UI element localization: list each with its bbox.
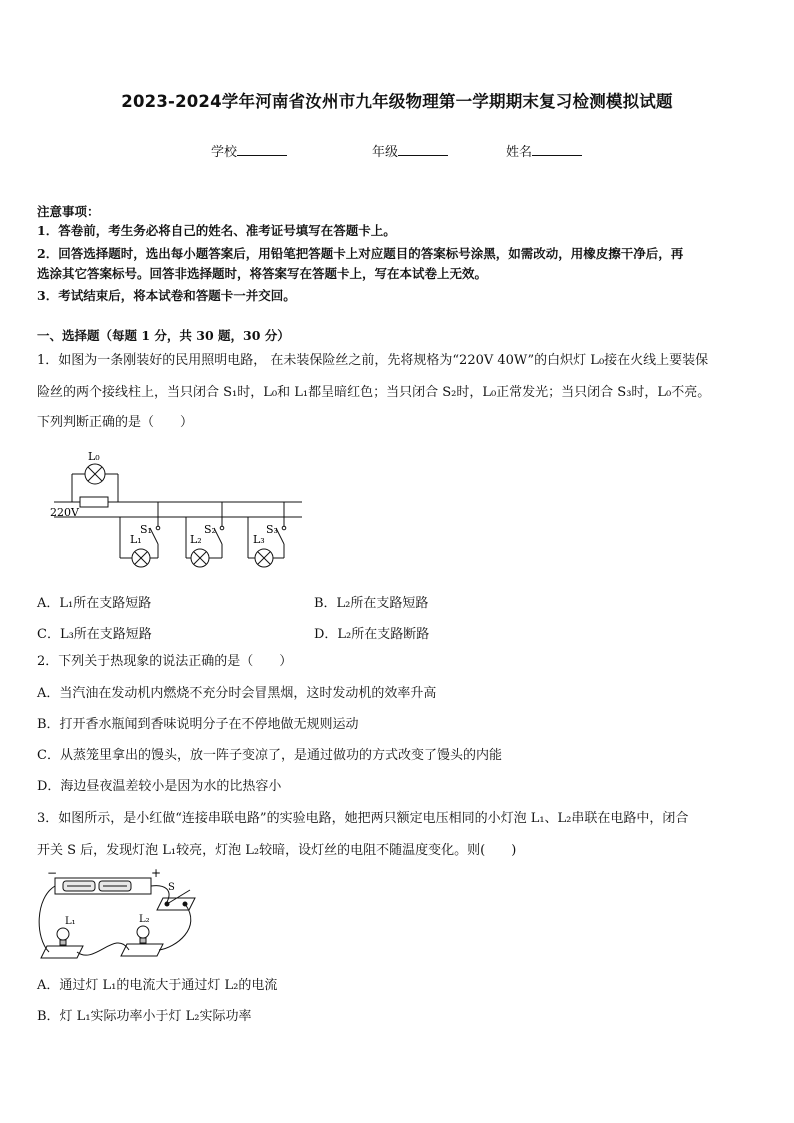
- name-field: [506, 141, 582, 160]
- q1-stem-line: 1．如图为一条刚装好的民用照明电路， 在未装保险丝之前，先将规格为“220V 40W”的白炽灯 L₀接在火线上要装保: [37, 353, 709, 368]
- label-s1: S₁: [140, 523, 152, 536]
- q3-circuit-diagram: [35, 868, 205, 968]
- label-s2: S₂: [204, 523, 216, 536]
- q2-option-d: D．海边昼夜温差较小是因为水的比热容小: [37, 779, 282, 794]
- q1-option-a: A．L₁所在支路短路: [37, 596, 152, 611]
- section-heading: 一、选择题（每题 1 分，共 30 题，30 分）: [37, 328, 290, 343]
- switch-label: S: [168, 882, 175, 893]
- q2-option-b: B．打开香水瓶闻到香味说明分子在不停地做无规则运动: [37, 717, 359, 732]
- q3-option-b: B．灯 L₁实际功率小于灯 L₂实际功率: [37, 1009, 252, 1024]
- grade-blank: [398, 143, 448, 156]
- q3-stem-line: 3．如图所示，是小红做“连接串联电路”的实验电路，她把两只额定电压相同的小灯泡 L₁、L₂串联在电路中，闭合: [37, 811, 689, 826]
- q1-stem-line: 险丝的两个接线柱上，当只闭合 S₁时，L₀和 L₁都呈暗红色；当只闭合 S₂时，L₀正常发光；当只闭合 S₃时，L₀不亮。: [37, 385, 711, 400]
- grade-field: [372, 141, 448, 160]
- school-label: 学校: [211, 145, 238, 160]
- q1-stem-line: 下列判断正确的是（ ）: [37, 415, 194, 430]
- notice-item: 选涂其它答案标号。回答非选择题时，将答案写在答题卡上，写在本试卷上无效。: [37, 266, 488, 281]
- q2-option-a: A．当汽油在发动机内燃烧不充分时会冒黑烟，这时发动机的效率升高: [37, 686, 437, 701]
- label-l2: L₂: [190, 533, 202, 546]
- name-blank: [532, 143, 582, 156]
- label-l1: L₁: [130, 533, 142, 546]
- page-title: 2023-2024学年河南省汝州市九年级物理第一学期期末复习检测模拟试题: [121, 92, 673, 111]
- q1-option-b: B．L₂所在支路短路: [314, 596, 429, 611]
- name-label: 姓名: [506, 145, 533, 160]
- q2-option-c: C．从蒸笼里拿出的馒头，放一阵子变凉了，是通过做功的方式改变了馒头的内能: [37, 748, 502, 763]
- label-l3: L₃: [253, 533, 265, 546]
- school-field: [211, 141, 287, 160]
- q1-option-c: C．L₃所在支路短路: [37, 627, 152, 642]
- school-blank: [237, 143, 287, 156]
- notice-heading: 注意事项：: [37, 204, 100, 219]
- q3-stem-line: 开关 S 后，发现灯泡 L₁较亮，灯泡 L₂较暗，设灯丝的电阻不随温度变化。则( ): [37, 843, 517, 858]
- label-voltage: 220V: [50, 506, 79, 519]
- notice-item: 2．回答选择题时，选出每小题答案后，用铅笔把答题卡上对应题目的答案标号涂黑，如需改动，用橡皮擦干净后，再: [37, 246, 684, 261]
- grade-label: 年级: [372, 145, 399, 160]
- lamp-l2-label: L₂: [139, 914, 150, 925]
- q1-option-d: D．L₂所在支路断路: [314, 627, 430, 642]
- notice-item: 3．考试结束后，将本试卷和答题卡一并交回。: [37, 288, 296, 303]
- battery-plus-label: +: [151, 868, 162, 880]
- label-l0: L₀: [88, 450, 100, 463]
- q2-stem: 2．下列关于热现象的说法正确的是（ ）: [37, 654, 293, 669]
- lamp-l1-label: L₁: [65, 916, 76, 927]
- notice-item: 1．答卷前，考生务必将自己的姓名、准考证号填写在答题卡上。: [37, 223, 396, 238]
- q3-option-a: A．通过灯 L₁的电流大于通过灯 L₂的电流: [37, 978, 278, 993]
- label-s3: S₃: [266, 523, 278, 536]
- battery-minus-label: −: [47, 868, 58, 880]
- q1-circuit-diagram: [40, 446, 310, 576]
